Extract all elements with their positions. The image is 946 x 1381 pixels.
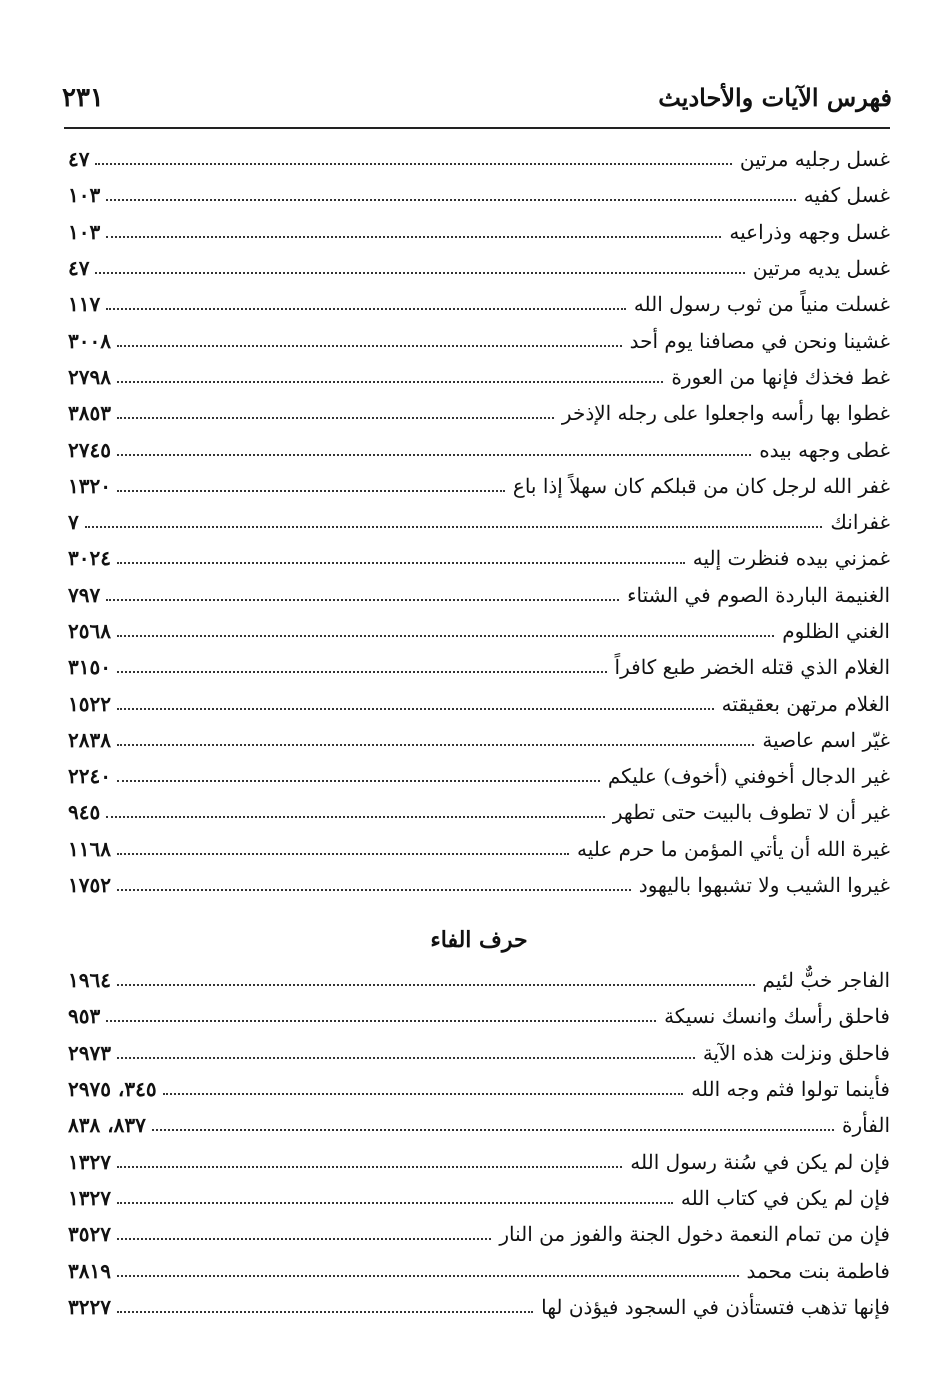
dot-leader <box>117 345 622 347</box>
index-entry <box>68 214 890 250</box>
index-entry <box>68 1035 890 1071</box>
entry-text: غيروا الشيب ولا تشبهوا باليهود <box>638 873 890 898</box>
entry-text: غيرة الله أن يأتي المؤمن ما حرم عليه <box>576 836 890 861</box>
dot-leader <box>163 1093 684 1095</box>
entry-reference-number: ٣١٥٠ <box>68 655 111 680</box>
entry-reference-number: ١٠٣ <box>68 183 101 208</box>
entry-text: غفر الله لرجل كان من قبلكم كان سهلاً إذا باع <box>512 473 890 498</box>
index-entry <box>68 468 890 504</box>
index-entry <box>68 177 890 213</box>
entry-text: غطوا بها رأسه واجعلوا على رجله الإذخر <box>561 401 890 426</box>
dot-leader <box>106 816 605 818</box>
entry-text: غيّر اسم عاصية <box>762 727 890 752</box>
entry-reference-number: ٢٧٤٥ <box>68 437 111 462</box>
dot-leader <box>117 635 774 637</box>
entry-text: فاحلق ونزلت هذه الآية <box>702 1040 890 1065</box>
dot-leader <box>106 236 721 238</box>
entry-text: غسل رجليه مرتين <box>739 147 890 172</box>
entry-reference-number: ١١٧ <box>68 292 101 317</box>
entry-reference-number: ١٣٢٧ <box>68 1149 111 1174</box>
index-entry <box>68 395 890 431</box>
dot-leader <box>117 1057 695 1059</box>
entry-text: الغلام مرتهن بعقيقته <box>721 691 890 716</box>
entry-text: غير الدجال أخوفني (أخوف) عليكم <box>607 764 890 789</box>
header-rule <box>64 127 890 129</box>
index-entry <box>68 1216 890 1252</box>
dot-leader <box>106 1020 656 1022</box>
entry-reference-number: ٧٩٧ <box>68 582 101 607</box>
entry-reference-number: ٣٤٥، ٢٩٧٥ <box>68 1077 157 1102</box>
entry-text: الغنيمة الباردة الصوم في الشتاء <box>627 582 890 607</box>
dot-leader <box>117 381 663 383</box>
index-entry <box>68 504 890 540</box>
index-entry <box>68 1143 890 1179</box>
entry-text: غسل كفيه <box>803 183 890 208</box>
dot-leader <box>117 1202 673 1204</box>
entry-reference-number: ٣٠٢٤ <box>68 546 111 571</box>
entry-reference-number: ٩٤٥ <box>68 800 101 825</box>
entry-reference-number: ١١٦٨ <box>68 836 111 861</box>
index-entry <box>68 758 890 794</box>
dot-leader <box>117 744 754 746</box>
entry-reference-number: ٣٨٥٣ <box>68 401 111 426</box>
entry-reference-number: ١٣٢٠ <box>68 473 111 498</box>
entry-reference-number: ٣٠٠٨ <box>68 328 111 353</box>
dot-leader <box>117 889 631 891</box>
entry-reference-number: ١٣٢٧ <box>68 1185 111 1210</box>
dot-leader <box>106 308 626 310</box>
index-entry <box>68 685 890 721</box>
dot-leader <box>117 984 755 986</box>
index-entry <box>68 1107 890 1143</box>
dot-leader <box>152 1129 834 1131</box>
entry-text: الفاجر خبٌّ لئيم <box>762 968 890 993</box>
entry-text: فإن لم يكن في سُنة رسول الله <box>630 1149 890 1174</box>
index-entry <box>68 577 890 613</box>
entry-text: فاطمة بنت محمد <box>746 1258 890 1283</box>
entry-text: غفرانك <box>830 510 890 535</box>
dot-leader <box>106 599 619 601</box>
entry-reference-number: ٧ <box>68 510 79 535</box>
entry-reference-number: ٣٥٢٧ <box>68 1222 111 1247</box>
dot-leader <box>95 163 731 165</box>
index-entry <box>68 794 890 830</box>
index-entry <box>68 286 890 322</box>
dot-leader <box>117 417 554 419</box>
entry-text: غط فخذك فإنها من العورة <box>671 364 890 389</box>
entry-reference-number: ٢٧٩٨ <box>68 364 111 389</box>
index-entry <box>68 1180 890 1216</box>
entry-text: غمزني بيده فنظرت إليه <box>692 546 890 571</box>
entry-reference-number: ١٩٦٤ <box>68 968 111 993</box>
index-entry <box>68 250 890 286</box>
dot-leader <box>106 199 796 201</box>
dot-leader <box>117 853 569 855</box>
index-entry <box>68 649 890 685</box>
running-title: فهرس الآيات والأحاديث <box>658 83 892 112</box>
entry-reference-number: ٣٨١٩ <box>68 1258 111 1283</box>
entry-reference-number: ٨٣٧، ٨٣٨ <box>68 1113 146 1138</box>
index-entry <box>68 1289 890 1325</box>
index-list-ghayn <box>68 141 890 903</box>
dot-leader <box>117 454 751 456</box>
entry-text: غسلت منياً من ثوب رسول الله <box>633 292 890 317</box>
entry-reference-number: ٣٢٢٧ <box>68 1294 111 1319</box>
entry-reference-number: ٩٥٣ <box>68 1004 101 1029</box>
entry-reference-number: ٤٧ <box>68 147 90 172</box>
index-entry <box>68 722 890 758</box>
index-entry <box>68 540 890 576</box>
entry-text: غطى وجهه بيده <box>759 437 890 462</box>
index-entry <box>68 962 890 998</box>
index-entry <box>68 613 890 649</box>
entry-text: الفأرة <box>842 1113 890 1138</box>
dot-leader <box>117 562 685 564</box>
index-entry <box>68 831 890 867</box>
entry-text: فأينما تولوا فثم وجه الله <box>691 1077 890 1102</box>
entry-text: غشينا ونحن في مصافنا يوم أحد <box>629 328 890 353</box>
entry-text: غسل وجهه وذراعيه <box>729 219 890 244</box>
dot-leader <box>117 490 505 492</box>
entry-reference-number: ٢٨٣٨ <box>68 727 111 752</box>
page-number: ٢٣١ <box>62 83 104 113</box>
index-entry <box>68 359 890 395</box>
page-header <box>62 78 892 118</box>
index-entry <box>68 998 890 1034</box>
section-heading: حرف الفاء <box>430 927 528 953</box>
dot-leader <box>117 1275 739 1277</box>
entry-text: الغني الظلوم <box>782 619 890 643</box>
dot-leader <box>117 708 714 710</box>
dot-leader <box>117 671 607 673</box>
entry-reference-number: ١٧٥٢ <box>68 873 111 898</box>
entry-reference-number: ١٥٢٢ <box>68 691 111 716</box>
entry-text: غسل يديه مرتين <box>752 256 890 281</box>
entry-reference-number: ١٠٣ <box>68 219 101 244</box>
dot-leader <box>117 1311 533 1313</box>
dot-leader <box>95 272 744 274</box>
index-entry <box>68 1252 890 1288</box>
entry-reference-number: ٢٥٦٨ <box>68 619 111 643</box>
index-entry <box>68 141 890 177</box>
entry-text: فإن من تمام النعمة دخول الجنة والفوز من النار <box>499 1222 890 1247</box>
dot-leader <box>117 780 600 782</box>
entry-text: غير أن لا تطوف بالبيت حتى تطهر <box>612 800 890 825</box>
entry-reference-number: ٤٧ <box>68 256 90 281</box>
index-entry <box>68 1071 890 1107</box>
entry-text: فاحلق رأسك وانسك نسيكة <box>664 1004 890 1029</box>
index-entry <box>68 322 890 358</box>
dot-leader <box>117 1166 622 1168</box>
entry-text: الغلام الذي قتله الخضر طبع كافراً <box>614 655 890 680</box>
entry-text: فإنها تذهب فتستأذن في السجود فيؤذن لها <box>541 1294 890 1319</box>
dot-leader <box>85 526 823 528</box>
index-list-fa <box>68 962 890 1325</box>
entry-reference-number: ٢٩٧٣ <box>68 1040 111 1065</box>
entry-reference-number: ٢٢٤٠ <box>68 764 111 789</box>
dot-leader <box>117 1238 491 1240</box>
index-entry <box>68 867 890 903</box>
entry-text: فإن لم يكن في كتاب الله <box>680 1185 890 1210</box>
index-entry <box>68 431 890 467</box>
